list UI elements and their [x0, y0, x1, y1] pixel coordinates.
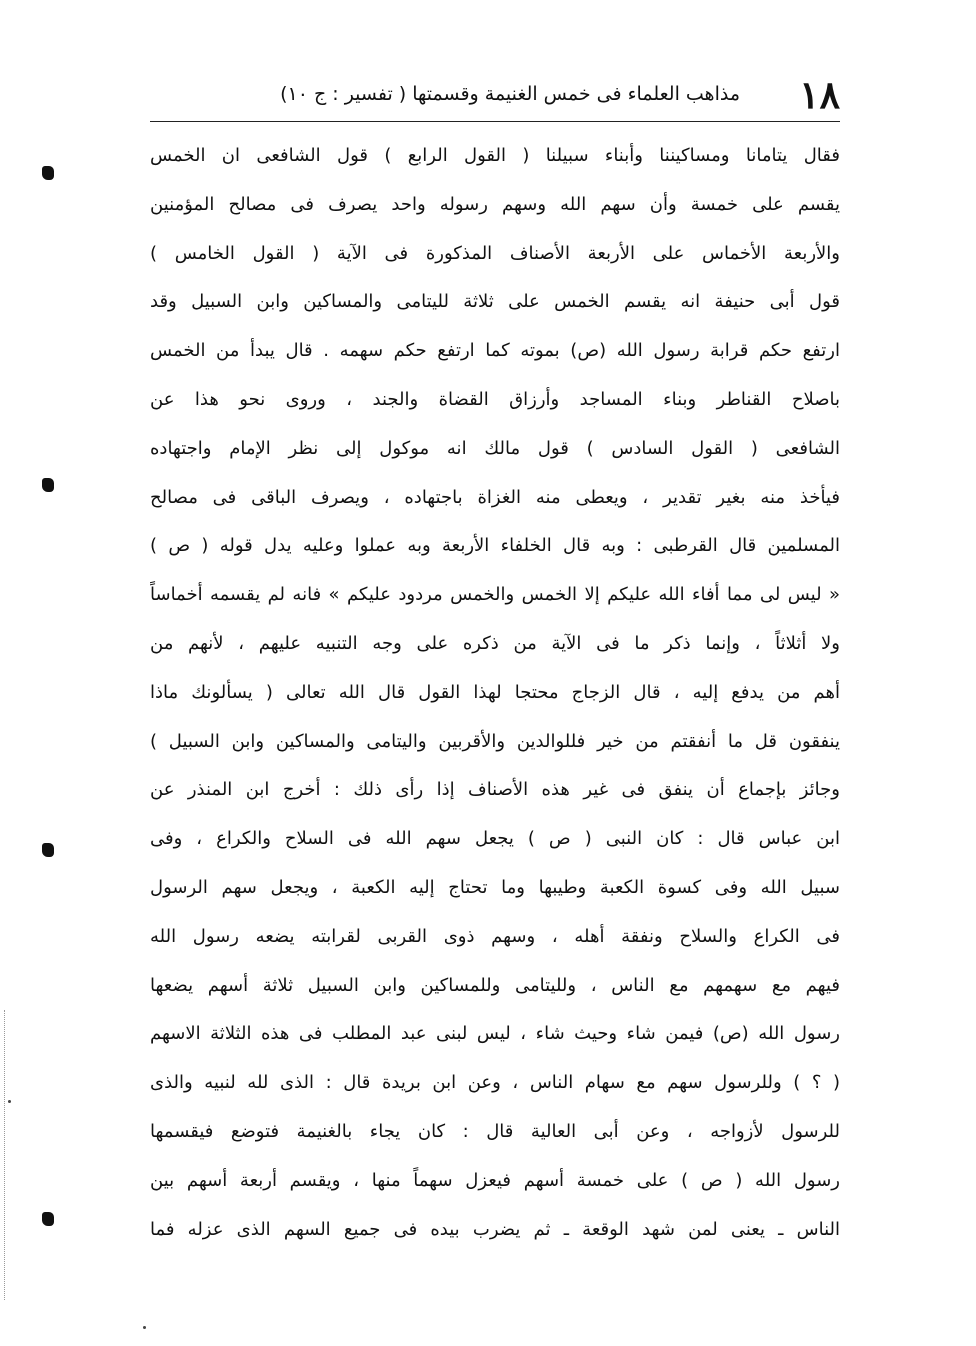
- text-line: والأربعة الأخماس على الأربعة الأصناف المذكورة فى الآية ( القول الخامس ): [150, 242, 840, 264]
- text-line: فقال يتامانا ومساكيننا وأبناء سبيلنا ( القول الرابع ) قول الشافعى ان الخمس: [150, 145, 840, 166]
- running-title: مذاهب العلماء فى خمس الغنيمة وقسمتها ( تفسير : ج ١٠): [280, 83, 740, 105]
- text-line: رسول الله ( ص ) على خمسة أسهم فيعزل سهماً منها ، ويقسم أربعة أسهم بين: [150, 1169, 840, 1191]
- text-line: ولا أثلاثاً ، وإنما ذكر ما فى الآية من ذكره على وجه التنبيه عليهم ، لأنهم من: [150, 632, 840, 654]
- text-line: قول أبى حنيفة انه يقسم الخمس على ثلاثة لليتامى والمساكين وابن السبيل وقد: [150, 291, 840, 313]
- text-line: الشافعى ( القول السادس ) قول مالك انه موكول إلى نظر الإمام واجتهاده: [150, 437, 840, 459]
- text-line: المسلمين قال القرطبى : وبه قال الخلفاء الأربعة وبه عملوا وعليه يدل قوله ( ص ): [150, 535, 840, 557]
- body-text: [150, 132, 840, 1254]
- text-line: باصلاح القناطر وبناء المساجد وأرزاق القضاة والجند ، وروى نحو هذا عن: [150, 388, 840, 410]
- binding-mark-icon: [42, 478, 54, 492]
- text-line: سبيل الله وفى كسوة الكعبة وطيبها وما تحتاج إليه الكعبة ، ويجعل سهم الرسول: [150, 876, 840, 898]
- page-number: ١٨: [799, 72, 840, 117]
- text-line: ارتفع حكم قرابة رسول الله (ص) بموته كما ارتفع حكم سهمه . قال يبدأ من الخمس: [150, 340, 840, 362]
- text-line: يقسم على خمسة وأن سهم الله وسهم رسوله واحد يصرف فى مصالح المؤمنين: [150, 193, 840, 215]
- page-header: [150, 70, 840, 120]
- text-line: فيأخذ منه بغير تقدير ، ويعطى منه الغزاة باجتهاده ، ويصرف الباقى فى مصالح: [150, 486, 840, 508]
- text-line: رسول الله (ص) فيمن شاء وحيث شاء ، ليس لبنى عبد المطلب فى هذه الثلاثة الاسهم: [150, 1023, 840, 1045]
- text-line: وجائز بإجماع أن ينفق فى غير هذه الأصناف إذا رأى ذلك : أخرج ابن المنذر عن: [150, 779, 840, 801]
- header-rule: [150, 121, 840, 122]
- binding-mark-icon: [42, 1212, 54, 1226]
- text-line: للرسول لأزواجه ، وعن أبى العالية قال : كان يجاء بالغنيمة فتوضع فيقسمها: [150, 1120, 840, 1142]
- text-line: الناس ـ يعنى لمن شهد الوقعة ـ ثم يضرب بيده فى جميع السهم الذى عزله فما: [150, 1218, 840, 1240]
- text-line: أهم من يدفع إليه ، قال الزجاج محتجا لهذا القول قال الله تعالى ( يسألونك ماذا: [150, 681, 840, 703]
- text-line: ينفقون قل ما أنفقتم من خير فللوالدين والأقربين واليتامى والمساكين وابن السبيل ): [150, 730, 840, 752]
- text-line: فى الكراع والسلاح ونفقة أهله ، وسهم ذوى القربى لقرابته يضعه رسول الله: [150, 925, 840, 947]
- text-line: « ليس لى مما أفاء الله عليكم إلا الخمس والخمس مردود عليكم » فانه لم يقسمه أخماساً: [150, 584, 840, 606]
- scan-speck-icon: [143, 1326, 146, 1329]
- scan-speck-icon: [8, 1100, 11, 1103]
- text-line: ( ؟ ) وللرسول سهم مع سهام الناس ، وعن ابن بريدة قال : الذى لله لنبيه والذى: [150, 1072, 840, 1094]
- binding-mark-icon: [42, 166, 54, 180]
- text-line: ابن عباس قال : كان النبى ( ص ) يجعل سهم الله فى السلاح والكراع ، وفى: [150, 828, 840, 850]
- page-edge-shadow: [4, 1010, 6, 1300]
- binding-mark-icon: [42, 843, 54, 857]
- text-line: فيهم مع سهمهم مع الناس ، ولليتامى وللمساكين وابن السبيل ثلاثة أسهم يضعها: [150, 974, 840, 996]
